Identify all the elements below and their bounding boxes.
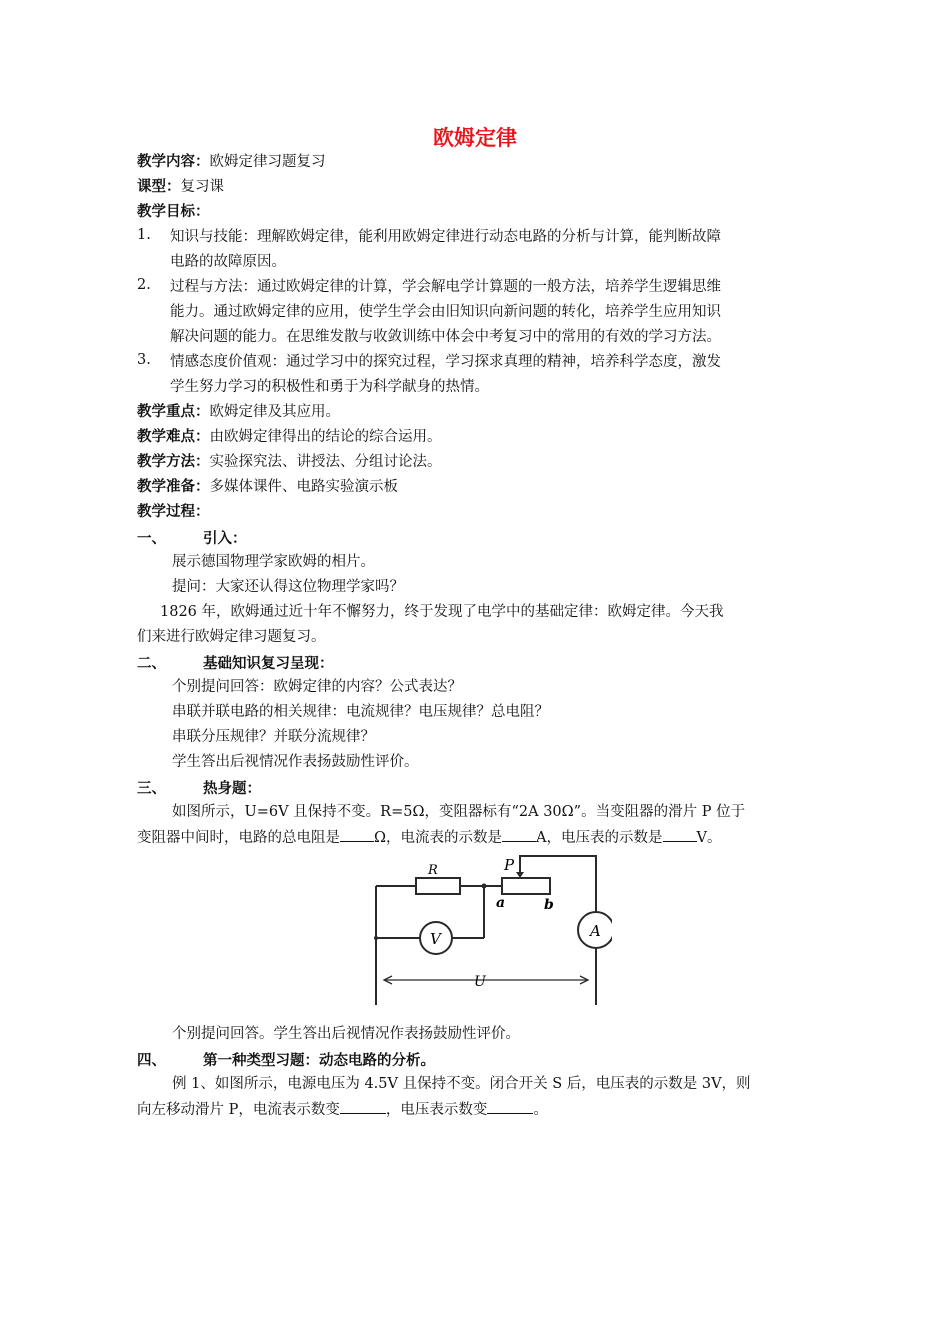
goal-line: 学生努力学习的积极性和勇于为科学献身的热情。 (170, 379, 489, 395)
paragraph-line: 展示德国物理学家欧姆的相片。 (172, 554, 375, 570)
page-title: 欧姆定律 (433, 126, 517, 150)
goal-line: 情感态度价值观：通过学习中的探究过程，学习探求真理的精神，培养科学态度，激发 (170, 354, 721, 370)
label-V: V (430, 930, 441, 948)
section-number: 二、 (137, 656, 166, 672)
paragraph-line: 例 1、如图所示，电源电压为 4.5V 且保持不变。闭合开关 S 后，电压表的示数是 3V，则 (172, 1076, 751, 1092)
type-row (137, 177, 224, 197)
paragraph-line: 向左移动滑片 P，电流表示数变 ，电压表示数变 。 (137, 1099, 548, 1120)
label-b: b (544, 897, 554, 913)
label-a: a (496, 895, 506, 911)
resistor (416, 878, 460, 894)
section-title: 基础知识复习呈现： (203, 656, 334, 672)
goal-line: 能力。通过欧姆定律的应用，使学生学会由旧知识向新问题的转化，培养学生应用知识 (170, 304, 721, 320)
paragraph-line: 串联并联电路的相关规律：电流规律？电压规律？总电阻？ (172, 704, 549, 720)
rheostat (502, 878, 550, 894)
section-title: 热身题： (203, 781, 261, 797)
paragraph-line: 变阻器中间时，电路的总电阻是 Ω，电流表的示数是 A，电压表的示数是 V。 (137, 827, 722, 848)
content-label: 教学内容： (137, 154, 210, 170)
paragraph-line: 们来进行欧姆定律习题复习。 (137, 629, 326, 645)
label-A: A (590, 922, 601, 940)
difficulty-row: 教学难点：由欧姆定律得出的结论的综合运用。 (137, 429, 442, 445)
circuit-diagram (362, 850, 612, 1010)
section-number: 一、 (137, 531, 166, 547)
goal-line: 电路的故障原因。 (170, 254, 286, 270)
answer-blank[interactable] (340, 1099, 386, 1114)
process-heading: 教学过程： (137, 504, 210, 520)
label-P: P (504, 856, 515, 874)
content-value: 欧姆定律习题复习 (209, 154, 326, 170)
goal-line: 解决问题的能力。在思维发散与收敛训练中体会中考复习中的常用的有效的学习方法。 (170, 329, 721, 345)
section-title: 引入： (203, 531, 247, 547)
section-title: 第一种类型习题：动态电路的分析。 (203, 1053, 435, 1069)
content-row (137, 152, 326, 172)
method-row: 教学方法：实验探究法、讲授法、分组讨论法。 (137, 454, 442, 470)
key-row: 教学重点：欧姆定律及其应用。 (137, 404, 340, 420)
type-label: 课型： (137, 179, 181, 195)
answer-blank[interactable] (663, 827, 697, 842)
paragraph-line: 提问：大家还认得这位物理学家吗？ (172, 579, 404, 595)
type-value: 复习课 (180, 179, 224, 195)
section-number: 三、 (137, 781, 166, 797)
goal-number: 2. (137, 277, 151, 293)
goal-line: 知识与技能：理解欧姆定律，能利用欧姆定律进行动态电路的分析与计算，能判断故障 (170, 229, 721, 245)
paragraph-line: 1826 年，欧姆通过近十年不懈努力，终于发现了电学中的基础定律：欧姆定律。今天我 (160, 604, 724, 620)
goal-number: 3. (137, 352, 151, 368)
answer-blank[interactable] (502, 827, 536, 842)
paragraph-line: 个别提问回答：欧姆定律的内容？公式表达？ (172, 679, 462, 695)
prep-row: 教学准备：多媒体课件、电路实验演示板 (137, 479, 398, 495)
goal-line: 过程与方法：通过欧姆定律的计算，学会解电学计算题的一般方法，培养学生逻辑思维 (170, 279, 721, 295)
paragraph-line: 串联分压规律？并联分流规律？ (172, 729, 375, 745)
answer-blank[interactable] (487, 1099, 533, 1114)
label-R: R (428, 863, 438, 878)
paragraph-line: 个别提问回答。学生答出后视情况作表扬鼓励性评价。 (172, 1026, 520, 1042)
goals-heading: 教学目标： (137, 204, 210, 220)
goal-number: 1. (137, 227, 151, 243)
label-U: U (474, 974, 486, 990)
paragraph-line: 学生答出后视情况作表扬鼓励性评价。 (172, 754, 419, 770)
section-number: 四、 (137, 1053, 166, 1069)
paragraph-line: 如图所示，U=6V 且保持不变。R=5Ω，变阻器标有“2A 30Ω”。当变阻器的滑片 P 位于 (172, 804, 746, 820)
answer-blank[interactable] (340, 827, 374, 842)
